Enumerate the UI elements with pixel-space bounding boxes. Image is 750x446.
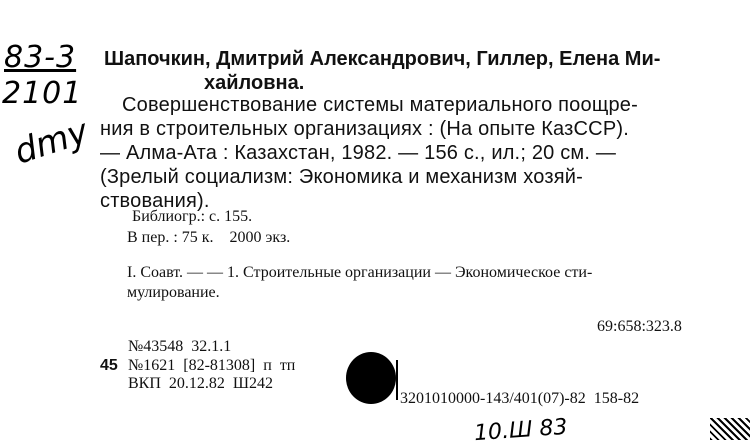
tracings (127, 263, 592, 303)
handwritten-shelf-mark-top: 83-3 (4, 40, 77, 75)
imprint-line: — Алма-Ата : Казахстан, 1982. — 156 с., ил.; 20 см. — (100, 142, 617, 164)
record-number: №43548 32.1.1 (128, 338, 232, 355)
vkp-line: ВКП 20.12.82 Ш242 (128, 375, 274, 392)
handwritten-shelf-mark-bottom: 2101 (2, 76, 83, 111)
title-line: ния в строительных организациях : (На опыте КазССР). (100, 118, 629, 140)
tracing-line: I. Соавт. — — 1. Строительные организации — Экономическое сти- (127, 264, 593, 281)
tracing-line: мулирование. (127, 284, 220, 301)
bibliography-note: Библиогр.: с. 155. (132, 208, 253, 225)
publisher-code: 3201010000-143/401(07)-82 158-82 (400, 390, 640, 407)
handwritten-initials: dmy (9, 111, 94, 173)
authors-line-2: хайловна. (204, 72, 305, 94)
title-line: Совершенствование системы материального поощре- (122, 94, 638, 116)
series-line: (Зрелый социализм: Экономика и механизм хозяй- (100, 166, 583, 188)
title-imprint-block (100, 93, 638, 213)
series-line: ствования). (100, 190, 210, 212)
handwritten-date: 10.Ш 83 (473, 414, 569, 446)
series-number: №1621 [82-81308] п тп (128, 357, 296, 374)
scan-noise (710, 418, 750, 440)
classification-index: 69:658:323.8 (597, 318, 682, 335)
authors-line-1: Шапочкин, Дмитрий Александрович, Гиллер, Елена Ми- (104, 48, 661, 70)
edge-mark (396, 360, 398, 400)
punch-hole (346, 352, 396, 404)
binding-price-note: В пер. : 75 к. 2000 экз. (127, 229, 291, 246)
series-prefix: 45 (100, 357, 118, 374)
